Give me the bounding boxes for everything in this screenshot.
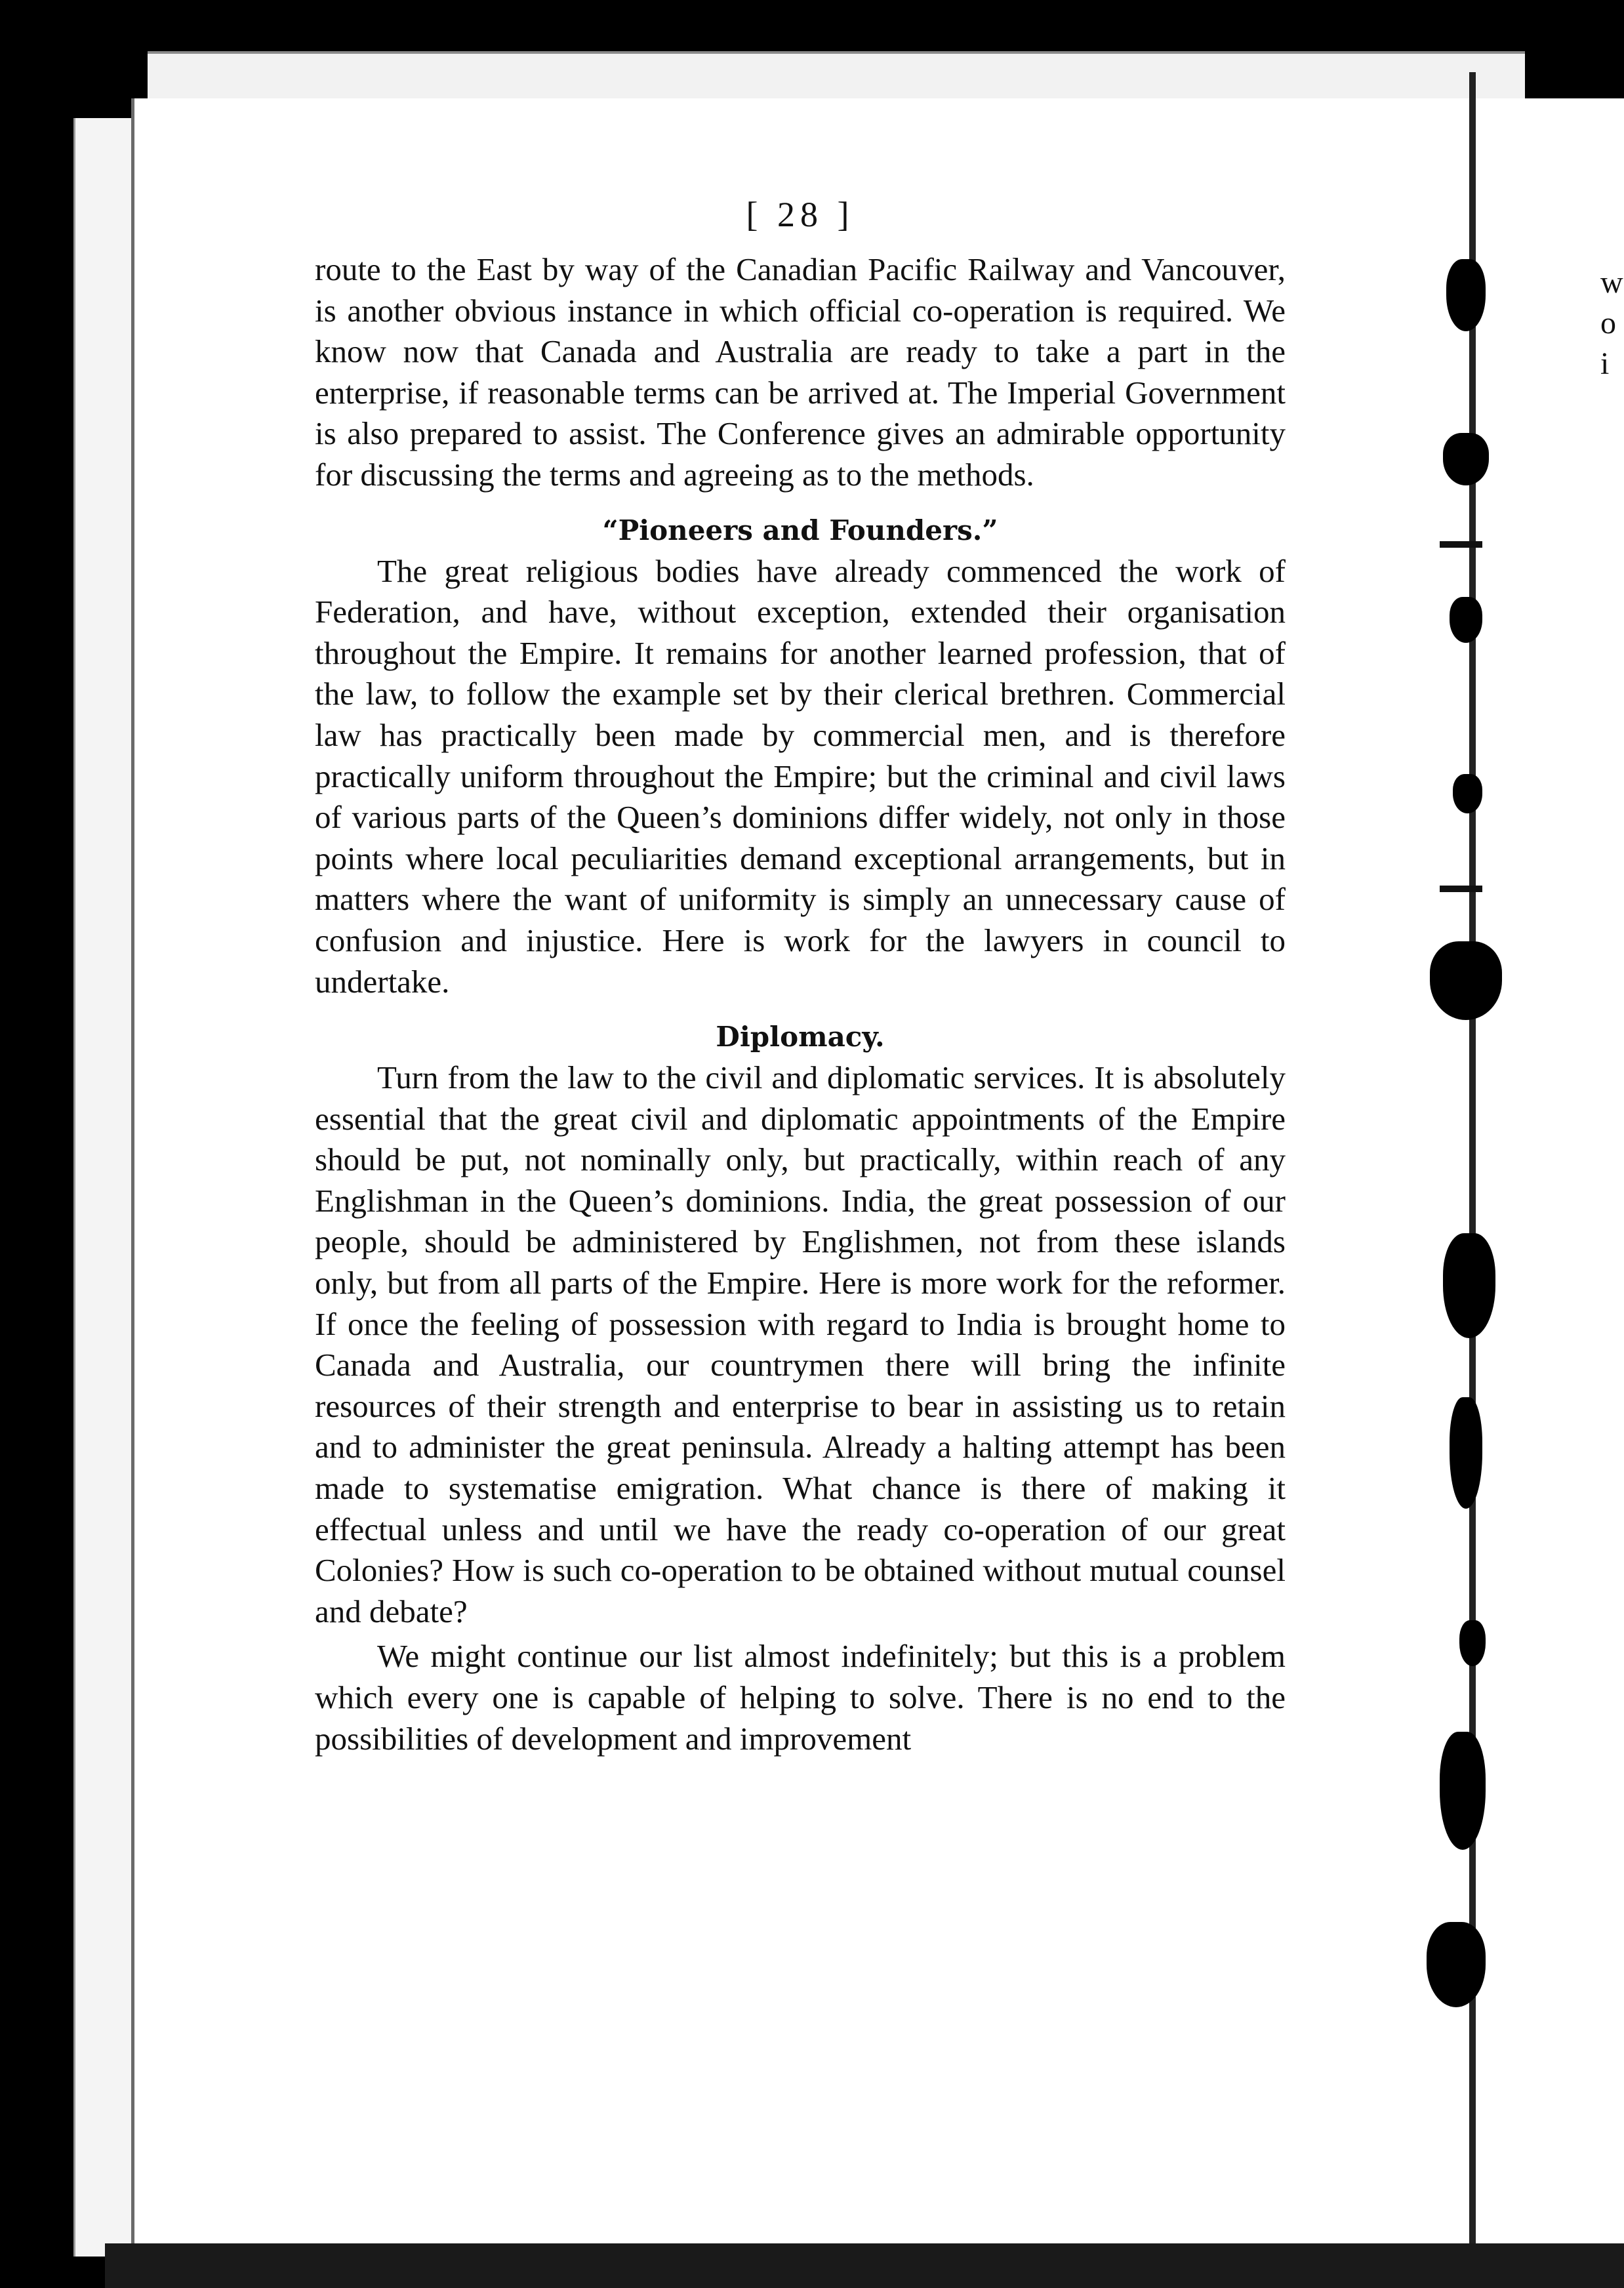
next-page-letter: i [1600,346,1610,381]
binding-hole [1453,774,1482,813]
next-page-letter: o [1600,306,1616,340]
binding-hole [1459,1620,1486,1666]
binding-hole [1450,1397,1482,1509]
next-page-fragment [1600,262,1623,384]
page-number: [ 28 ] [746,195,855,234]
binding-hole [1446,259,1486,331]
paragraph-pioneers: The great religious bodies have already commenced the work of Federation, and have, without exception, extended their organisation throughout the Empire. It remains for another learned profession, that of the law, to follow the example set by their clerical brethren. Commercial law has practically been made by commercial men, and is therefore practically uniform throughout the Empire; but the criminal and civil laws of various parts of the Queen’s dominions differ widely, not only in those points where local peculiarities demand exceptional arrangements, but in matters where the want of uniformity is simply an unnecessary cause of confusion and injustice. Here is work for the lawyers in council to undertake. [315,552,1286,1000]
binding-dash [1440,541,1482,548]
binding-hole [1427,1922,1486,2007]
next-page-letter: w [1600,265,1623,300]
binding-hole [1443,433,1489,485]
page-text [315,190,1286,1759]
paragraph-continuation: We might continue our list almost indefinitely; but this is a problem which every one is capable of helping to solve. There is no end to the possibilities of development and improvement [315,1638,1286,1757]
binding-hole [1443,1233,1495,1338]
section-heading-pioneers: “Pioneers and Founders.” [602,514,998,546]
paragraph-diplomacy: Turn from the law to the civil and diplomatic services. It is absolutely essential that the great civil and diplomatic appointments of the Empire should be put, not nominally only, but practically, within reach of any Englishman in the Queen’s dominions. India, the great possession of our people, should be administered by Englishmen, not from these islands only, but from all parts of the Empire. Here is more work for the reformer. If once the feeling of possession with regard to India is brought home to Canada and Australia, our countrymen there will bring the infinite resources of their strength and enterprise to bear in assisting us to retain and to administer the great peninsula. Already a halting attempt has been made to systematise emigration. What chance is there of making it effectual unless and until we have the ready co-operation of our great Colonies? How is such co-operation to be obtained without mutual counsel and debate? [315,1059,1286,1629]
binding-hole [1440,1732,1486,1850]
binding-hole [1430,941,1502,1020]
section-heading-diplomacy: Diplomacy. [716,1021,885,1053]
binding-hole [1450,597,1482,643]
opening-paragraph: route to the East by way of the Canadian Pacific Railway and Vancouver, is another obvious instance in which official co-operation is required. We know now that Canada and Australia are ready to take a part in the enterprise, if reasonable terms can be arrived at. The Imperial Government is also prepared to assist. The Conference gives an admirable opportunity for discussing the terms and agreeing as to the methods. [315,251,1286,493]
scan-bottom-edge [105,2243,1624,2288]
binding-dash [1440,886,1482,892]
